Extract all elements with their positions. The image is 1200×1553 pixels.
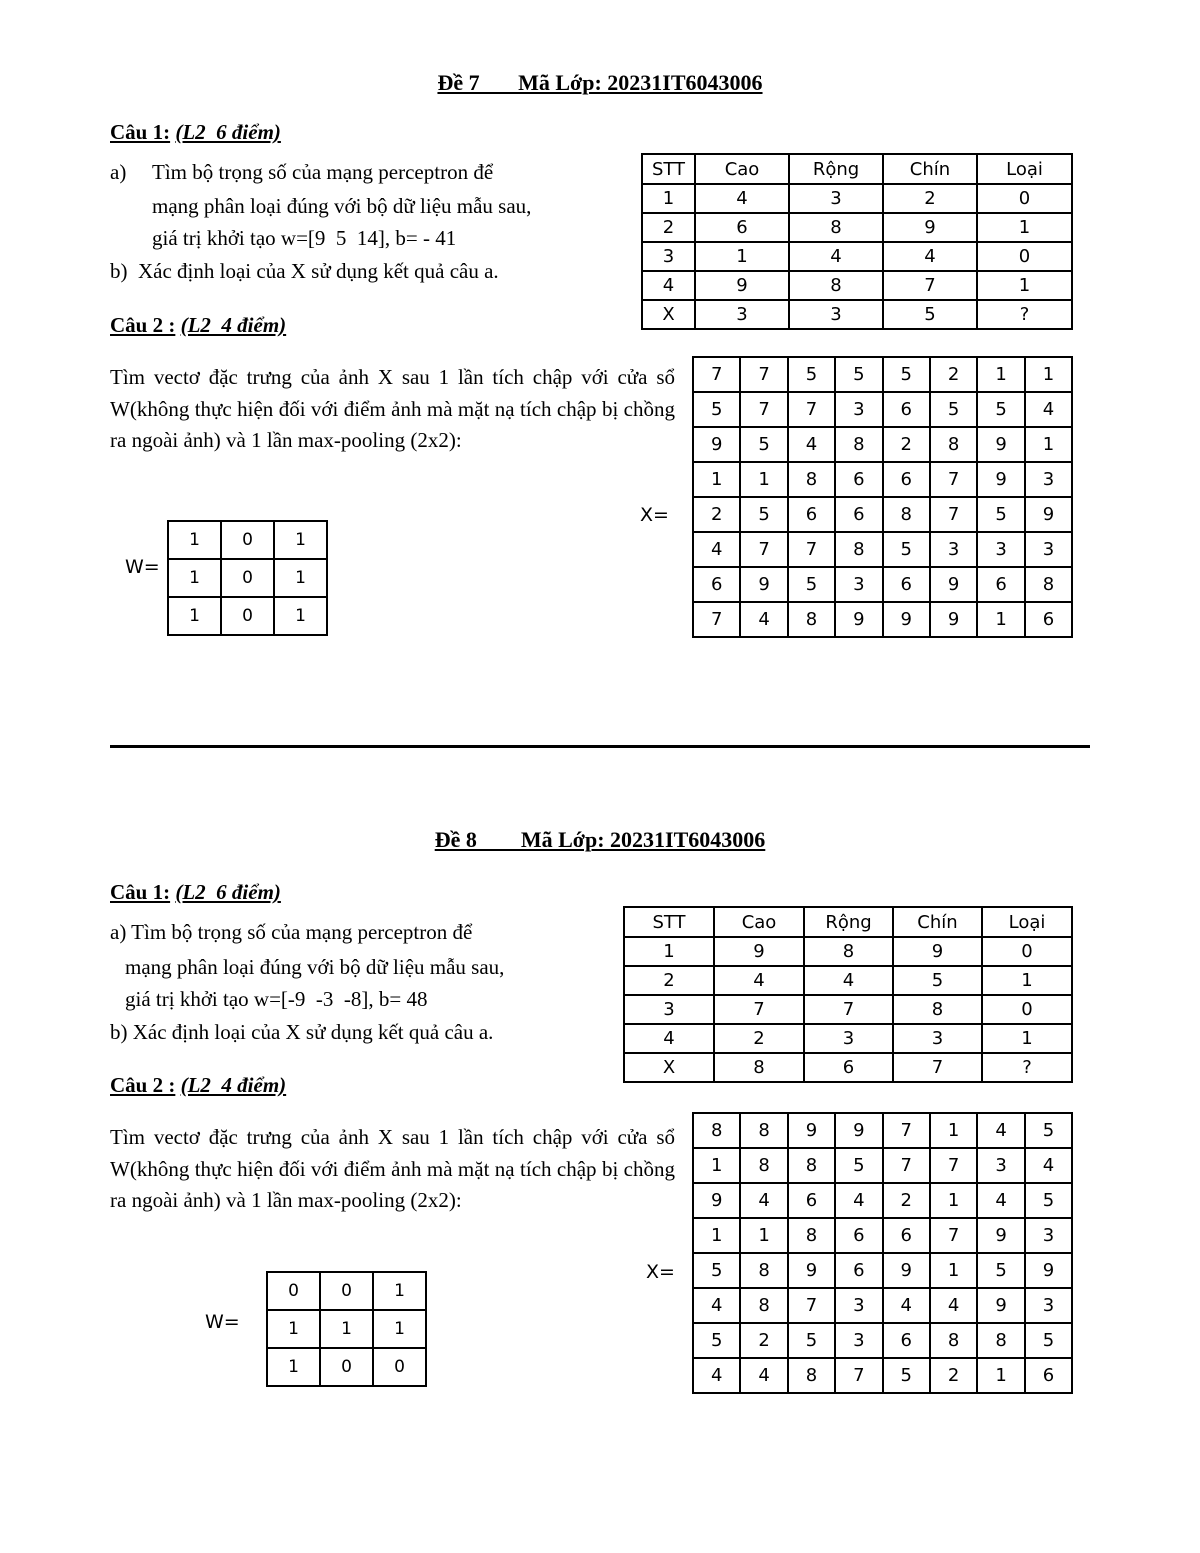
matrix-cell: 9 <box>835 1113 882 1148</box>
matrix-cell: 1 <box>168 559 221 597</box>
matrix-cell: 9 <box>740 567 787 602</box>
table-row <box>642 213 1072 242</box>
matrix-row <box>693 532 1072 567</box>
table-cell: 3 <box>789 184 883 213</box>
matrix-cell: 6 <box>835 462 882 497</box>
matrix-cell: 6 <box>883 567 930 602</box>
matrix-cell: 1 <box>168 521 221 559</box>
matrix-cell: 2 <box>740 1323 787 1358</box>
table-cell: 3 <box>695 300 789 329</box>
matrix-cell: 5 <box>740 427 787 462</box>
matrix-cell: 4 <box>740 602 787 637</box>
matrix-cell: 3 <box>1025 462 1072 497</box>
matrix-cell: 0 <box>221 559 274 597</box>
matrix-cell: 3 <box>835 567 882 602</box>
question-1a-line: mạng phân loại đúng với bộ dữ liệu mẫu sau, <box>125 955 505 979</box>
column-header: Cao <box>695 154 789 184</box>
matrix-cell: 3 <box>1025 1218 1072 1253</box>
matrix-cell: 9 <box>977 1288 1024 1323</box>
matrix-cell: 8 <box>788 1218 835 1253</box>
matrix-cell: 1 <box>274 521 327 559</box>
table-cell: 9 <box>695 271 789 300</box>
matrix-cell: 7 <box>740 532 787 567</box>
matrix-cell: 5 <box>835 1148 882 1183</box>
matrix-row <box>693 427 1072 462</box>
matrix-cell: 7 <box>693 602 740 637</box>
matrix-cell: 4 <box>788 427 835 462</box>
matrix-cell: 5 <box>1025 1113 1072 1148</box>
table-cell: 0 <box>982 937 1072 966</box>
question-2-heading <box>110 1073 286 1098</box>
matrix-row <box>693 357 1072 392</box>
matrix-row <box>693 1218 1072 1253</box>
matrix-cell: 7 <box>788 1288 835 1323</box>
matrix-row <box>267 1310 426 1348</box>
matrix-cell: 9 <box>977 1218 1024 1253</box>
question-points: (L2 4 điểm) <box>180 313 287 337</box>
matrix-cell: 9 <box>977 462 1024 497</box>
table-cell: 4 <box>883 242 977 271</box>
matrix-cell: 9 <box>1025 1253 1072 1288</box>
table-header-row <box>624 907 1072 937</box>
matrix-cell: 5 <box>740 497 787 532</box>
table-cell: 2 <box>624 966 714 995</box>
matrix-cell: 6 <box>977 567 1024 602</box>
table-cell: 4 <box>642 271 695 300</box>
matrix-cell: 5 <box>930 392 977 427</box>
table-cell: 0 <box>982 995 1072 1024</box>
matrix-cell: 2 <box>883 1183 930 1218</box>
matrix-cell: 9 <box>883 602 930 637</box>
table-cell: 6 <box>695 213 789 242</box>
matrix-row <box>267 1348 426 1386</box>
matrix-cell: 5 <box>883 357 930 392</box>
table-row <box>642 242 1072 271</box>
matrix-cell: 3 <box>835 392 882 427</box>
matrix-cell: 6 <box>1025 602 1072 637</box>
matrix-cell: 1 <box>267 1348 320 1386</box>
table-cell: X <box>642 300 695 329</box>
table-cell: 1 <box>695 242 789 271</box>
matrix-cell: 1 <box>373 1310 426 1348</box>
w-kernel-matrix <box>167 520 328 636</box>
matrix-cell: 9 <box>930 567 977 602</box>
question-label: Câu 2 : <box>110 313 176 337</box>
matrix-row <box>267 1272 426 1310</box>
table-cell: 9 <box>714 937 804 966</box>
matrix-cell: 7 <box>740 392 787 427</box>
question-1a-line: a) Tìm bộ trọng số của mạng perceptron để <box>110 920 473 944</box>
matrix-cell: 4 <box>740 1183 787 1218</box>
matrix-cell: 6 <box>835 1218 882 1253</box>
question-label: Câu 1: <box>110 880 171 904</box>
table-cell: 3 <box>624 995 714 1024</box>
matrix-cell: 9 <box>835 602 882 637</box>
matrix-cell: 7 <box>740 357 787 392</box>
matrix-cell: 4 <box>1025 1148 1072 1183</box>
matrix-cell: 8 <box>788 462 835 497</box>
question-1-heading <box>110 880 281 905</box>
table-cell: 6 <box>804 1053 893 1082</box>
matrix-cell: 8 <box>740 1253 787 1288</box>
matrix-cell: 0 <box>320 1272 373 1310</box>
matrix-cell: 2 <box>693 497 740 532</box>
table-row <box>642 300 1072 329</box>
matrix-cell: 1 <box>1025 427 1072 462</box>
table-cell: 1 <box>982 966 1072 995</box>
matrix-cell: 7 <box>883 1148 930 1183</box>
table-cell: 8 <box>893 995 982 1024</box>
matrix-cell: 6 <box>788 1183 835 1218</box>
matrix-row <box>693 602 1072 637</box>
x-label: X= <box>646 1261 675 1283</box>
matrix-cell: 4 <box>1025 392 1072 427</box>
table-row <box>624 1024 1072 1053</box>
matrix-cell: 8 <box>740 1148 787 1183</box>
matrix-cell: 4 <box>883 1288 930 1323</box>
matrix-cell: 8 <box>740 1113 787 1148</box>
matrix-cell: 1 <box>168 597 221 635</box>
table-row <box>624 966 1072 995</box>
table-cell: 2 <box>642 213 695 242</box>
question-2-heading <box>110 313 286 338</box>
matrix-row <box>693 1323 1072 1358</box>
matrix-cell: 5 <box>883 532 930 567</box>
matrix-row <box>168 597 327 635</box>
matrix-cell: 0 <box>373 1348 426 1386</box>
question-2-text: Tìm vectơ đặc trưng của ảnh X sau 1 lần tích chập với cửa sổ W(không thực hiện đối với điểm ảnh mà mặt nạ tích chập bị chồng ra ngoài ảnh) và 1 lần max-pooling (2x2): <box>110 365 675 452</box>
table-cell: 3 <box>893 1024 982 1053</box>
matrix-cell: 5 <box>883 1358 930 1393</box>
table-cell: 7 <box>714 995 804 1024</box>
table-cell: 3 <box>804 1024 893 1053</box>
matrix-cell: 9 <box>1025 497 1072 532</box>
matrix-cell: 6 <box>883 462 930 497</box>
matrix-cell: 1 <box>693 1148 740 1183</box>
table-cell: 8 <box>789 213 883 242</box>
matrix-cell: 5 <box>977 392 1024 427</box>
w-label: W= <box>205 1311 240 1333</box>
matrix-cell: 2 <box>930 1358 977 1393</box>
matrix-cell: 7 <box>788 532 835 567</box>
matrix-cell: 1 <box>693 1218 740 1253</box>
matrix-cell: 1 <box>320 1310 373 1348</box>
table-cell: 4 <box>714 966 804 995</box>
matrix-cell: 6 <box>788 497 835 532</box>
x-image-matrix <box>692 1112 1073 1394</box>
table-cell: 0 <box>977 184 1072 213</box>
matrix-cell: 1 <box>373 1272 426 1310</box>
matrix-cell: 4 <box>835 1183 882 1218</box>
matrix-row <box>168 559 327 597</box>
matrix-cell: 3 <box>930 532 977 567</box>
section-divider <box>110 745 1090 748</box>
matrix-cell: 4 <box>740 1358 787 1393</box>
matrix-row <box>693 567 1072 602</box>
matrix-row <box>693 1113 1072 1148</box>
matrix-cell: 7 <box>930 462 977 497</box>
table-cell: 7 <box>804 995 893 1024</box>
matrix-cell: 5 <box>977 497 1024 532</box>
matrix-cell: 2 <box>930 357 977 392</box>
matrix-cell: 1 <box>274 559 327 597</box>
table-row <box>642 271 1072 300</box>
matrix-cell: 0 <box>267 1272 320 1310</box>
matrix-cell: 5 <box>835 357 882 392</box>
matrix-cell: 1 <box>693 462 740 497</box>
table-cell: ? <box>977 300 1072 329</box>
matrix-cell: 9 <box>930 602 977 637</box>
column-header: Chín <box>893 907 982 937</box>
table-header-row <box>642 154 1072 184</box>
table-cell: 1 <box>977 271 1072 300</box>
table-cell: 3 <box>642 242 695 271</box>
table-cell: 7 <box>883 271 977 300</box>
matrix-cell: 5 <box>788 567 835 602</box>
table-cell: 1 <box>642 184 695 213</box>
table-cell: 1 <box>982 1024 1072 1053</box>
table-cell: 7 <box>893 1053 982 1082</box>
matrix-cell: 3 <box>1025 1288 1072 1323</box>
matrix-cell: 1 <box>740 462 787 497</box>
matrix-cell: 5 <box>693 392 740 427</box>
matrix-cell: 9 <box>788 1113 835 1148</box>
matrix-cell: 8 <box>883 497 930 532</box>
matrix-cell: 6 <box>1025 1358 1072 1393</box>
question-label: Câu 2 : <box>110 1073 176 1097</box>
table-row <box>624 1053 1072 1082</box>
matrix-cell: 4 <box>693 1288 740 1323</box>
matrix-cell: 1 <box>740 1218 787 1253</box>
matrix-cell: 8 <box>788 1358 835 1393</box>
matrix-cell: 0 <box>221 521 274 559</box>
matrix-cell: 6 <box>883 1218 930 1253</box>
matrix-cell: 8 <box>930 427 977 462</box>
table-cell: 8 <box>804 937 893 966</box>
matrix-cell: 1 <box>930 1253 977 1288</box>
question-1a-line: giá trị khởi tạo w=[-9 -3 -8], b= 48 <box>125 987 428 1011</box>
table-cell: ? <box>982 1053 1072 1082</box>
table-cell: 9 <box>893 937 982 966</box>
matrix-row <box>693 1253 1072 1288</box>
x-image-matrix <box>692 356 1073 638</box>
matrix-row <box>168 521 327 559</box>
matrix-cell: 3 <box>835 1288 882 1323</box>
matrix-cell: 1 <box>930 1183 977 1218</box>
w-kernel-matrix <box>266 1271 427 1387</box>
question-1-heading <box>110 120 281 145</box>
matrix-cell: 7 <box>835 1358 882 1393</box>
matrix-cell: 1 <box>930 1113 977 1148</box>
matrix-cell: 6 <box>883 392 930 427</box>
matrix-cell: 9 <box>788 1253 835 1288</box>
matrix-cell: 0 <box>221 597 274 635</box>
table-cell: 2 <box>714 1024 804 1053</box>
table-cell: 4 <box>789 242 883 271</box>
table-cell: 4 <box>695 184 789 213</box>
matrix-cell: 6 <box>835 1253 882 1288</box>
table-cell: 5 <box>883 300 977 329</box>
table-cell: 8 <box>789 271 883 300</box>
matrix-cell: 4 <box>693 532 740 567</box>
matrix-cell: 5 <box>788 357 835 392</box>
column-header: Loại <box>982 907 1072 937</box>
matrix-cell: 1 <box>977 1358 1024 1393</box>
question-1a-line: Tìm bộ trọng số của mạng perceptron để <box>152 160 494 184</box>
matrix-cell: 3 <box>977 532 1024 567</box>
matrix-cell: 5 <box>788 1323 835 1358</box>
matrix-row <box>693 462 1072 497</box>
matrix-cell: 0 <box>320 1348 373 1386</box>
column-header: Loại <box>977 154 1072 184</box>
matrix-cell: 8 <box>693 1113 740 1148</box>
x-label: X= <box>640 504 669 526</box>
matrix-cell: 4 <box>977 1113 1024 1148</box>
matrix-cell: 5 <box>693 1323 740 1358</box>
table-cell: 8 <box>714 1053 804 1082</box>
matrix-cell: 9 <box>693 1183 740 1218</box>
matrix-cell: 8 <box>788 602 835 637</box>
matrix-cell: 6 <box>835 497 882 532</box>
table-cell: 5 <box>893 966 982 995</box>
matrix-cell: 7 <box>693 357 740 392</box>
question-label: Câu 1: <box>110 120 171 144</box>
question-1b-line: b) Xác định loại của X sử dụng kết quả câu a. <box>110 259 499 283</box>
matrix-cell: 8 <box>977 1323 1024 1358</box>
column-header: STT <box>642 154 695 184</box>
matrix-cell: 8 <box>835 532 882 567</box>
matrix-cell: 5 <box>1025 1323 1072 1358</box>
column-header: Rộng <box>804 907 893 937</box>
table-cell: 1 <box>977 213 1072 242</box>
table-row <box>624 995 1072 1024</box>
matrix-row <box>693 1183 1072 1218</box>
matrix-cell: 7 <box>930 1148 977 1183</box>
table-cell: X <box>624 1053 714 1082</box>
table-cell: 2 <box>883 184 977 213</box>
table-cell: 4 <box>624 1024 714 1053</box>
matrix-cell: 2 <box>883 427 930 462</box>
matrix-cell: 4 <box>693 1358 740 1393</box>
column-header: Chín <box>883 154 977 184</box>
matrix-cell: 5 <box>977 1253 1024 1288</box>
table-row <box>642 184 1072 213</box>
matrix-row <box>693 1288 1072 1323</box>
matrix-row <box>693 1148 1072 1183</box>
matrix-cell: 8 <box>930 1323 977 1358</box>
matrix-cell: 3 <box>835 1323 882 1358</box>
matrix-cell: 8 <box>835 427 882 462</box>
matrix-row <box>693 392 1072 427</box>
question-1a-line: mạng phân loại đúng với bộ dữ liệu mẫu sau, <box>152 194 532 218</box>
matrix-cell: 1 <box>1025 357 1072 392</box>
matrix-cell: 7 <box>930 497 977 532</box>
question-points: (L2 6 điểm) <box>175 880 281 904</box>
matrix-cell: 8 <box>1025 567 1072 602</box>
question-points: (L2 6 điểm) <box>175 120 281 144</box>
matrix-cell: 4 <box>977 1183 1024 1218</box>
matrix-cell: 1 <box>977 602 1024 637</box>
column-header: Rộng <box>789 154 883 184</box>
table-cell: 1 <box>624 937 714 966</box>
matrix-cell: 6 <box>883 1323 930 1358</box>
exam-title: Đề 7 Mã Lớp: 20231IT6043006 <box>437 70 763 95</box>
table-cell: 3 <box>789 300 883 329</box>
matrix-row <box>693 1358 1072 1393</box>
matrix-cell: 9 <box>693 427 740 462</box>
matrix-cell: 8 <box>788 1148 835 1183</box>
matrix-cell: 9 <box>883 1253 930 1288</box>
matrix-cell: 7 <box>883 1113 930 1148</box>
table-row <box>624 937 1072 966</box>
question-1a-line: giá trị khởi tạo w=[9 5 14], b= - 41 <box>152 226 457 250</box>
matrix-row <box>693 497 1072 532</box>
w-label: W= <box>125 556 160 578</box>
matrix-cell: 5 <box>693 1253 740 1288</box>
table-cell: 0 <box>977 242 1072 271</box>
matrix-cell: 4 <box>930 1288 977 1323</box>
matrix-cell: 7 <box>788 392 835 427</box>
column-header: Cao <box>714 907 804 937</box>
question-points: (L2 4 điểm) <box>180 1073 287 1097</box>
question-1a-marker: a) <box>110 160 127 184</box>
perceptron-data-table <box>623 906 1073 1083</box>
matrix-cell: 3 <box>1025 532 1072 567</box>
question-1b-line: b) Xác định loại của X sử dụng kết quả câu a. <box>110 1020 494 1044</box>
exam-title: Đề 8 Mã Lớp: 20231IT6043006 <box>434 827 766 852</box>
table-cell: 4 <box>804 966 893 995</box>
perceptron-data-table <box>641 153 1073 330</box>
matrix-cell: 6 <box>693 567 740 602</box>
column-header: STT <box>624 907 714 937</box>
matrix-cell: 9 <box>977 427 1024 462</box>
matrix-cell: 1 <box>267 1310 320 1348</box>
matrix-cell: 8 <box>740 1288 787 1323</box>
matrix-cell: 1 <box>274 597 327 635</box>
table-cell: 9 <box>883 213 977 242</box>
question-2-text: Tìm vectơ đặc trưng của ảnh X sau 1 lần tích chập với cửa sổ W(không thực hiện đối với điểm ảnh mà mặt nạ tích chập bị chồng ra ngoài ảnh) và 1 lần max-pooling (2x2): <box>110 1125 675 1212</box>
matrix-cell: 7 <box>930 1218 977 1253</box>
matrix-cell: 5 <box>1025 1183 1072 1218</box>
matrix-cell: 1 <box>977 357 1024 392</box>
matrix-cell: 3 <box>977 1148 1024 1183</box>
